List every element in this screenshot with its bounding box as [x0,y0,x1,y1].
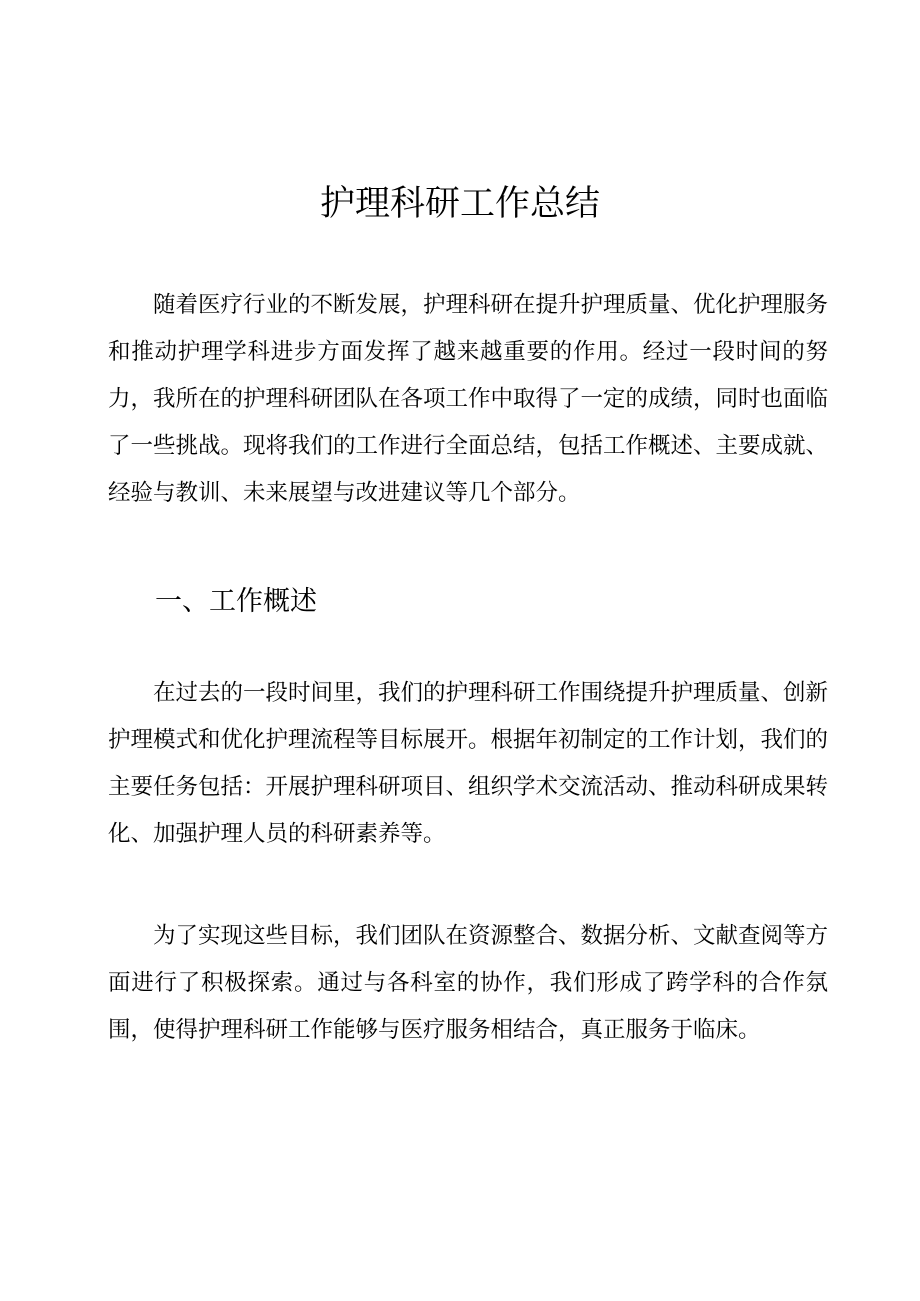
overview-paragraph-1: 在过去的一段时间里，我们的护理科研工作围绕提升护理质量、创新护理模式和优化护理流程等目标展开。根据年初制定的工作计划，我们的主要任务包括：开展护理科研项目、组织学术交流活动、推动科研成果转化、加强护理人员的科研素养等。 [108,680,829,847]
section-heading-overview: 一、工作概述 [155,586,317,617]
intro-paragraph: 随着医疗行业的不断发展，护理科研在提升护理质量、优化护理服务和推动护理学科进步方面发挥了越来越重要的作用。经过一段时间的努力，我所在的护理科研团队在各项工作中取得了一定的成绩，同时也面临了一些挑战。现将我们的工作进行全面总结，包括工作概述、主要成就、经验与教训、未来展望与改进建议等几个部分。 [108,292,829,506]
overview-paragraph-2: 为了实现这些目标，我们团队在资源整合、数据分析、文献查阅等方面进行了积极探索。通过与各科室的协作，我们形成了跨学科的合作氛围，使得护理科研工作能够与医疗服务相结合，真正服务于临床。 [108,923,829,1043]
document-title: 护理科研工作总结 [319,184,600,224]
